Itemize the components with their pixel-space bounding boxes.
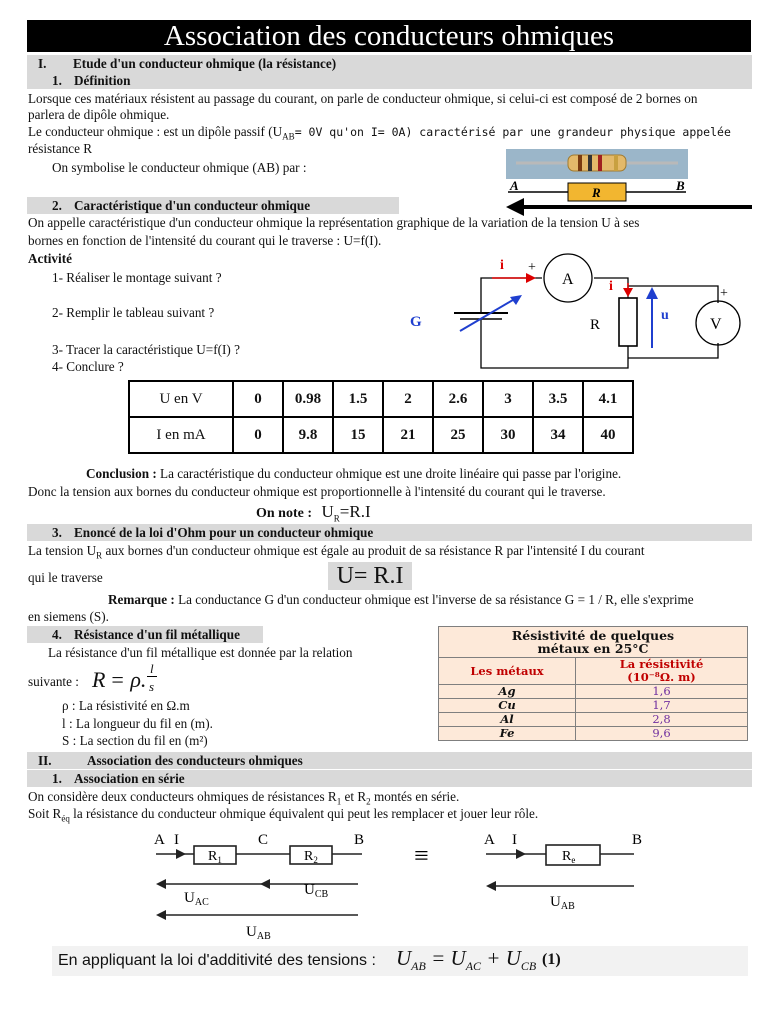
text: suivante : <box>28 674 79 689</box>
color-band <box>578 155 582 171</box>
fil-rho: ρ : La résistivité en Ω.m <box>62 698 190 713</box>
subscript: AB <box>282 131 295 142</box>
ammeter-label: A <box>562 271 574 288</box>
remarque-label: Remarque : <box>108 592 175 607</box>
text: U <box>321 502 334 521</box>
section-number: II. <box>38 753 52 768</box>
subsection-heading-definition <box>27 72 752 89</box>
subsection-number: 1. <box>52 73 62 88</box>
ohm-line-1 <box>28 543 644 564</box>
caracteristique-line-1: On appelle caractéristique d'un conducteur ohmique la représentation graphique de la variation de la tension U à ses <box>28 215 640 230</box>
metal-cell: Al <box>439 713 576 727</box>
text: = 0V qu'on I= 0A) caractérisé par une grandeur physique appelée <box>294 125 731 139</box>
subscript: 1 <box>336 796 342 807</box>
subscript: R <box>333 513 340 524</box>
subscript: AB <box>411 959 426 974</box>
circuit-diagram <box>400 253 742 375</box>
wire <box>628 343 718 358</box>
question-2: 2- Remplir le tableau suivant ? <box>52 305 215 320</box>
table-row <box>439 699 748 713</box>
table-cell: 34 <box>533 417 583 453</box>
table-row <box>439 685 748 699</box>
formula-denominator: s <box>149 679 155 694</box>
activite-label: Activité <box>28 251 72 266</box>
caracteristique-line-2: bornes en fonction de l'intensité du courant qui le traverse : U=f(I). <box>28 233 382 248</box>
question-3: 3- Tracer la caractéristique U=f(I) ? <box>52 342 240 357</box>
text: montés en série. <box>370 789 460 804</box>
remarque-line-2: en siemens (S). <box>28 609 109 624</box>
text: La conductance G d'un conducteur ohmique est l'inverse de sa résistance G = 1 / R, elle s'exprime <box>174 592 694 607</box>
subsection-number: 1. <box>52 771 62 786</box>
equivalence-sign: ≡ <box>414 841 429 870</box>
on-note-line <box>256 502 371 523</box>
remarque-line-1 <box>108 592 694 609</box>
formula-r: R <box>92 667 106 692</box>
resistivity-table <box>438 626 748 741</box>
ohm-formula: U= R.I <box>328 562 412 590</box>
page-title: Association des conducteurs ohmiques <box>27 20 751 52</box>
question-4: 4- Conclure ? <box>52 359 124 374</box>
subsection-label: Définition <box>74 73 131 88</box>
subsection-label: Association en série <box>74 771 185 786</box>
subscript: CB <box>520 959 537 974</box>
text: = <box>425 946 451 970</box>
formula-eq: = ρ. <box>110 667 147 692</box>
node-b-label: B <box>632 832 643 848</box>
table-cell: 21 <box>383 417 433 453</box>
table-cell: 2 <box>383 381 433 417</box>
wire <box>628 286 718 303</box>
text: On considère deux conducteurs ohmiques de résistances R <box>28 789 337 804</box>
conclusion-line-1 <box>86 466 621 483</box>
table-title-row <box>439 627 748 658</box>
current-label: I <box>174 832 179 848</box>
measurement-table <box>128 380 634 454</box>
wire <box>481 319 628 368</box>
table-row-i <box>129 417 633 453</box>
value-cell: 9,6 <box>576 727 748 741</box>
conclusion-line-2: Donc la tension aux bornes du conducteur ohmique est proportionnelle à l'intensité du courant qui le traverse. <box>28 484 606 499</box>
additivity-line <box>52 946 748 976</box>
table-row-u <box>129 381 633 417</box>
text: =R.I <box>339 502 371 521</box>
fil-length: l : La longueur du fil en (m). <box>62 716 213 731</box>
text: La tension U <box>28 543 97 558</box>
row-label: I en mA <box>129 417 233 453</box>
resistor-label: R <box>592 185 601 200</box>
voltage-label: u <box>661 308 669 323</box>
text: U <box>505 946 521 970</box>
node-c-label: C <box>258 832 269 848</box>
header-line: (10⁻⁸Ω. m) <box>627 670 696 684</box>
fil-section: S : La section du fil en (m²) <box>62 733 208 748</box>
section-label: Etude d'un conducteur ohmique (la résistance) <box>73 56 337 71</box>
text: + <box>481 946 506 970</box>
subsection-label: Enoncé de la loi d'Ohm pour un conducteur ohmique <box>74 525 374 540</box>
req-label: $R_e$ <box>562 849 576 865</box>
subscript: R <box>96 550 103 561</box>
r1-label: $R_1$ <box>208 849 222 865</box>
text: aux bornes d'un conducteur ohmique est égale au produit de sa résistance R par l'intensité I du courant <box>102 543 645 558</box>
r2-label: $R_2$ <box>304 849 318 865</box>
subsection-heading-caracteristique <box>27 197 399 214</box>
generator-label: G <box>410 314 422 330</box>
text: la résistance du conducteur ohmique équivalent qui peut les remplacer et jouer leur rôle. <box>69 806 539 821</box>
on-note-label: On note : <box>256 506 312 521</box>
uac-label: $U_{AC}$ <box>184 890 209 908</box>
current-label: i <box>500 258 504 273</box>
resistor-label: R <box>590 317 601 333</box>
text: La caractéristique du conducteur ohmique est une droite linéaire qui passe par l'origine. <box>156 466 622 481</box>
table-cell: 40 <box>583 417 633 453</box>
terminal-b-label: B <box>676 178 685 193</box>
value-cell: 2,8 <box>576 713 748 727</box>
column-header <box>576 658 748 685</box>
conclusion-label: Conclusion : <box>86 466 157 481</box>
table-cell: 3.5 <box>533 381 583 417</box>
table-cell: 0 <box>233 381 283 417</box>
fil-line-1: La résistance d'un fil métallique est donnée par la relation <box>48 645 353 660</box>
header-line: La résistivité <box>619 657 704 671</box>
text: Soit R <box>28 806 62 821</box>
resistor-box <box>619 298 637 346</box>
section-heading-1 <box>27 55 752 72</box>
serie-line-2 <box>28 806 538 827</box>
title-line: métaux en 25°C <box>537 641 649 656</box>
arrowhead <box>623 288 633 297</box>
terminal-a-label: A <box>510 178 519 193</box>
row-label: U en V <box>129 381 233 417</box>
column-header: Les métaux <box>439 658 576 685</box>
title-line: Résistivité de quelques <box>511 628 675 643</box>
text: En appliquant la loi d'additivité des tensions : <box>58 952 376 969</box>
table-cell: 1.5 <box>333 381 383 417</box>
uab-label: $U_{AB}$ <box>246 924 271 942</box>
table-header-row <box>439 658 748 685</box>
subsection-heading-ohm <box>27 524 752 541</box>
section-heading-2 <box>27 752 752 769</box>
section-label: Association des conducteurs ohmiques <box>87 753 303 768</box>
series-diagram <box>150 830 660 948</box>
subsection-label: Résistance d'un fil métallique <box>74 627 240 642</box>
formula <box>321 502 371 524</box>
value-cell: 1,7 <box>576 699 748 713</box>
subscript: 2 <box>366 796 371 807</box>
node-a-label: A <box>484 832 495 848</box>
definition-line-3 <box>28 124 731 145</box>
text: U <box>450 946 466 970</box>
definition-line-2: parlera de dipôle ohmique. <box>28 107 170 122</box>
node-a-label: A <box>154 832 165 848</box>
table-cell: 0 <box>233 417 283 453</box>
table-cell: 4.1 <box>583 381 633 417</box>
current-label: i <box>609 279 613 294</box>
color-band <box>614 155 618 171</box>
table-title <box>439 627 748 658</box>
subsection-number: 3. <box>52 525 62 540</box>
metal-cell: Cu <box>439 699 576 713</box>
fraction-bar <box>147 676 157 677</box>
text: U <box>396 946 412 970</box>
subsection-heading-serie <box>27 770 752 787</box>
definition-line-5: On symbolise le conducteur ohmique (AB) par : <box>52 160 307 175</box>
table-cell: 30 <box>483 417 533 453</box>
table-cell: 15 <box>333 417 383 453</box>
subscript: éq <box>61 813 70 824</box>
table-cell: 9.8 <box>283 417 333 453</box>
definition-line-4: résistance R <box>28 141 93 156</box>
current-label: I <box>512 832 517 848</box>
subsection-heading-fil <box>27 626 263 643</box>
subsection-label: Caractéristique d'un conducteur ohmique <box>74 198 311 213</box>
value-cell: 1,6 <box>576 685 748 699</box>
plus-sign: + <box>720 286 728 301</box>
node-b-label: B <box>354 832 365 848</box>
table-cell: 3 <box>483 381 533 417</box>
ohm-line-2: qui le traverse <box>28 570 103 585</box>
voltmeter-label: V <box>710 316 722 333</box>
table-row <box>439 727 748 741</box>
definition-line-1: Lorsque ces matériaux résistent au passage du courant, on parle de conducteur ohmique, si celui-ci est composé de 2 bornes on <box>28 91 698 106</box>
metal-cell: Fe <box>439 727 576 741</box>
wire <box>481 278 542 313</box>
arrowhead <box>646 287 658 299</box>
text: et R <box>341 789 367 804</box>
subsection-number: 4. <box>52 627 62 642</box>
metal-cell: Ag <box>439 685 576 699</box>
uab-label: $U_{AB}$ <box>550 894 575 912</box>
equation-number: (1) <box>542 951 561 968</box>
table-cell: 0.98 <box>283 381 333 417</box>
section-number: I. <box>38 56 47 71</box>
color-band <box>588 155 592 171</box>
plus-sign: + <box>528 260 536 275</box>
color-band <box>598 155 602 171</box>
additivity-formula <box>396 946 536 974</box>
text: Le conducteur ohmique : est un dipôle passif (U <box>28 124 283 139</box>
ucb-label: $U_{CB}$ <box>304 882 329 900</box>
question-1: 1- Réaliser le montage suivant ? <box>52 270 222 285</box>
formula-numerator: l <box>150 661 154 676</box>
table-row <box>439 713 748 727</box>
table-cell: 2.6 <box>433 381 483 417</box>
subsection-number: 2. <box>52 198 62 213</box>
table-cell: 25 <box>433 417 483 453</box>
subscript: AC <box>465 959 482 974</box>
